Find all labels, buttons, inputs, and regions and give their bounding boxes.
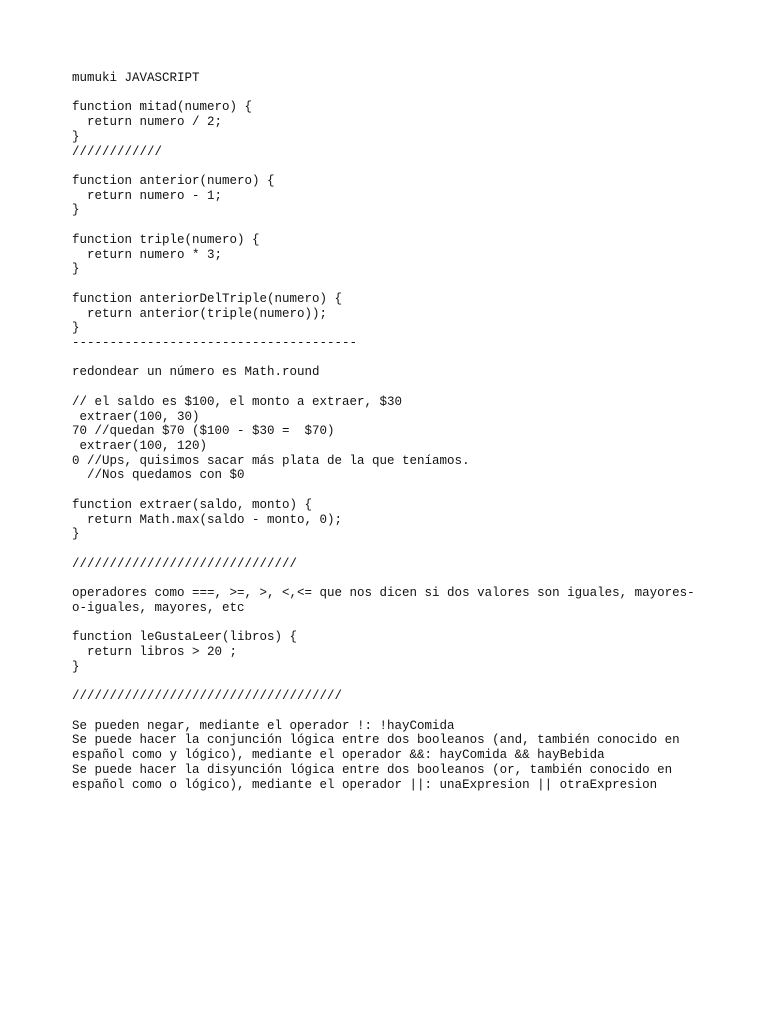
text-line: } (72, 262, 80, 277)
text-line: 70 //quedan $70 ($100 - $30 = $70) (72, 424, 335, 439)
text-line: extraer(100, 30) (72, 409, 200, 424)
blank-line (72, 380, 712, 395)
blank-line (72, 86, 712, 101)
blank-line (72, 616, 712, 631)
text-line: -------------------------------------- (72, 335, 358, 350)
text-line: function triple(numero) { (72, 232, 260, 247)
text-line: return Math.max(saldo - monto, 0); (72, 512, 343, 527)
text-line: español como o lógico), mediante el operador ||: unaExpresion || otraExpresion (72, 777, 658, 792)
text-line: function extraer(saldo, monto) { (72, 497, 313, 512)
blank-line (72, 571, 712, 586)
text-line: Se puede hacer la conjunción lógica entre dos booleanos (and, también conocido en (72, 733, 680, 748)
text-line: español como y lógico), mediante el operador &&: hayComida && hayBebida (72, 748, 605, 763)
text-line: extraer(100, 120) (72, 438, 208, 453)
blank-line (72, 351, 712, 366)
text-line: return numero / 2; (72, 115, 223, 130)
text-line: ////////////////////////////// (72, 556, 298, 571)
blank-line (72, 159, 712, 174)
text-line: Se pueden negar, mediante el operador !: !hayComida (72, 718, 455, 733)
text-line: } (72, 321, 80, 336)
blank-line (72, 483, 712, 498)
blank-line (72, 542, 712, 557)
text-line: //////////////////////////////////// (72, 689, 343, 704)
text-line: o-iguales, mayores, etc (72, 600, 245, 615)
text-line: } (72, 203, 80, 218)
text-line: 0 //Ups, quisimos sacar más plata de la que teníamos. (72, 453, 470, 468)
text-line: Se puede hacer la disyunción lógica entre dos booleanos (or, también conocido en (72, 762, 673, 777)
text-line: return libros > 20 ; (72, 645, 238, 660)
text-line: // el saldo es $100, el monto a extraer, $30 (72, 394, 403, 409)
text-line: function anteriorDelTriple(numero) { (72, 291, 343, 306)
text-line: return numero * 3; (72, 247, 223, 262)
blank-line (72, 674, 712, 689)
text-line: function leGustaLeer(libros) { (72, 630, 298, 645)
text-line: //////////// (72, 144, 163, 159)
text-line: function mitad(numero) { (72, 100, 253, 115)
text-line: operadores como ===, >=, >, <,<= que nos dicen si dos valores son iguales, mayores- (72, 586, 695, 601)
text-line: return anterior(triple(numero)); (72, 306, 328, 321)
document-page (72, 71, 712, 792)
blank-line (72, 704, 712, 719)
blank-line (72, 218, 712, 233)
text-line: mumuki JAVASCRIPT (72, 71, 200, 85)
text-line: } (72, 527, 80, 542)
blank-line (72, 277, 712, 292)
text-line: return numero - 1; (72, 188, 223, 203)
text-line: redondear un número es Math.round (72, 365, 320, 380)
text-line: //Nos quedamos con $0 (72, 468, 245, 483)
text-line: } (72, 659, 80, 674)
text-line: function anterior(numero) { (72, 174, 275, 189)
text-line: } (72, 129, 80, 144)
